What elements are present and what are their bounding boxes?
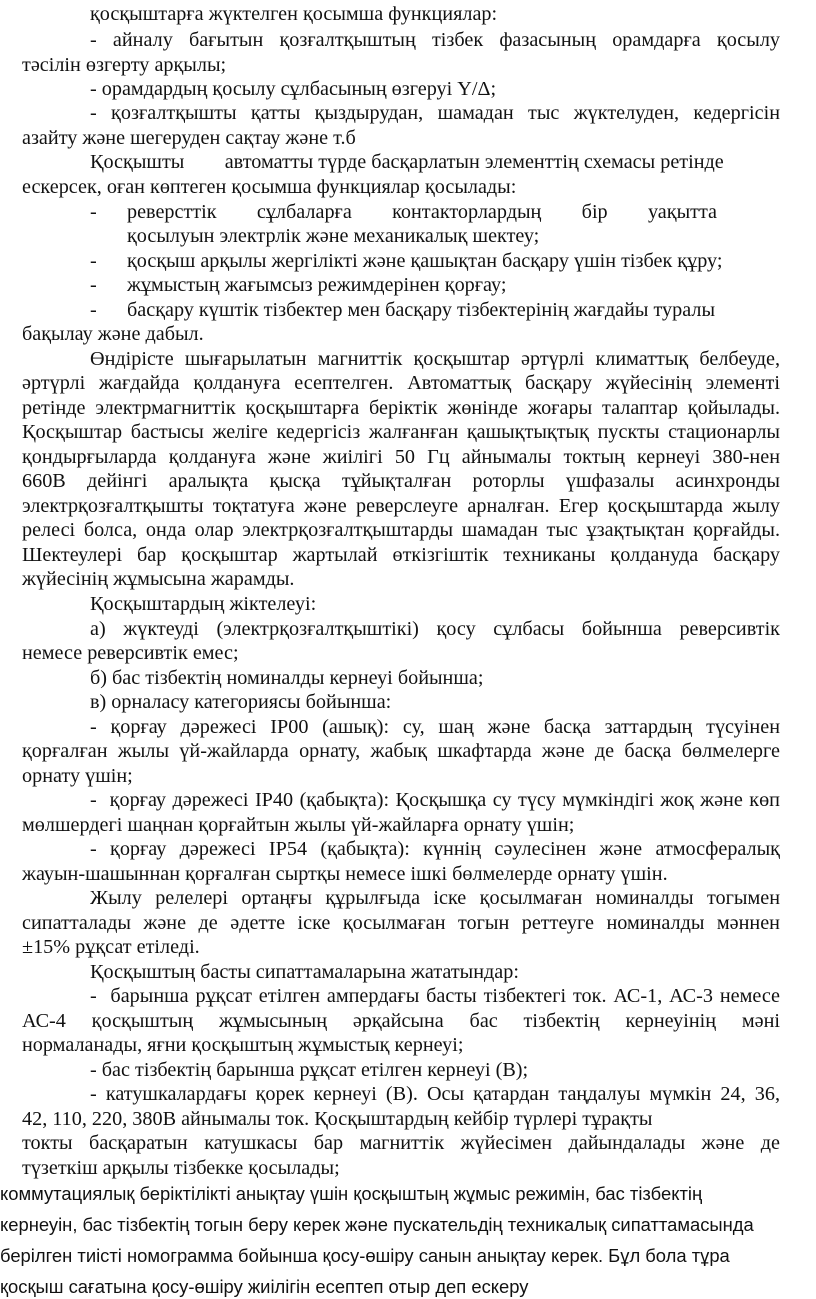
text-line: Жылу релелері ортаңғы құрылғыда іске қосылмаған номиналды тогымен: [90, 887, 780, 909]
bullet-dash: -: [90, 250, 97, 272]
bullet-text: қосқыш арқылы жергілікті және қашықтан басқару үшін тізбек құру;: [127, 250, 723, 272]
text-line: жауын-шашыннан қорғалған сыртқы немесе ішкі бөлмелерде орнату үшін.: [22, 863, 668, 885]
text-line: кернеуін, бас тізбектің тогын беру керек және пускательдің техникалық сипаттамасында: [0, 1214, 754, 1235]
text-line: - айналу бағытын қозғалтқыштың тізбек фазасының орамдарға қосылу: [90, 29, 780, 51]
text-line: 42, 110, 220, 380В айнымалы ток. Қосқыштардың кейбір түрлері тұрақты: [22, 1108, 653, 1130]
text-line: қосқыштарға жүктелген қосымша функциялар:: [90, 3, 498, 25]
text-line: Қосқыштардың жіктелеуі:: [90, 593, 317, 615]
text-line: ±15% рұқсат етіледі.: [22, 936, 200, 958]
text-line: әртүрлі жағдайда қолдануға есептелген. Автоматтық басқару жүйесінің элементі: [22, 372, 780, 394]
text-line: нормаланады, яғни қосқыштың жұмыстық кернеуі;: [22, 1034, 464, 1056]
text-line: токты басқаратын катушкасы бар магниттік жүйесімен дайындалады және де: [22, 1132, 780, 1154]
text-line: сипатталады және де әдетте іске қосылмаған тогын реттеуге номиналды мәннен: [22, 912, 780, 934]
text-line: қосқыш сағатына қосу-өшіру жиілігін есептеп отыр деп ескеру: [0, 1276, 529, 1297]
text-line: ескерсек, оған көптеген қосымша функциялар қосылады:: [22, 176, 517, 198]
bullet-dash: -: [90, 299, 97, 321]
text-line: орнату үшін;: [22, 765, 133, 787]
text-line: б) бас тізбектің номиналды кернеуі бойынша;: [90, 667, 484, 689]
text-line: релесі болса, онда олар электрқозғалтқыштарды шамадан тыс ұзақтықтан қорғайды.: [22, 519, 780, 541]
text-line: в) орналасу категориясы бойынша:: [90, 691, 392, 713]
text-line: жүйесінің жұмысына жарамды.: [22, 568, 295, 590]
text-line: берілген тиісті номограмма бойынша қосу-өшіру санын анықтау керек. Бұл бола тұра: [0, 1245, 730, 1266]
text-line: коммутациялық беріктілікті анықтау үшін қосқыштың жұмыс режимін, бас тізбектің: [0, 1183, 703, 1204]
text-line: - қорғау дәрежесі IP40 (қабықта): Қосқышқа су түсу мүмкіндігі жоқ және көп: [90, 789, 780, 811]
text-line: АС-4 қосқыштың жұмысының әрқайсына бас тізбектің кернеуінің мәні: [22, 1010, 780, 1032]
text-line: - орамдардың қосылу сұлбасының өзгеруі Y/Δ;: [90, 78, 497, 100]
bullet-text: жұмыстың жағымсыз режимдерінен қорғау;: [127, 274, 507, 296]
text-line: Өндірісте шығарылатын магниттік қосқыштар әртүрлі климаттық белбеуде,: [90, 348, 780, 370]
text-line: - қорғау дәрежесі IP00 (ашық): су, шаң және басқа заттардың түсуінен: [90, 716, 780, 738]
text-line: немесе реверсивтік емес;: [22, 642, 239, 664]
bullet-dash: -: [90, 201, 97, 223]
text-line: азайту және шегеруден сақтау және т.б: [22, 127, 356, 149]
bullet-text: басқару күштік тізбектер мен басқару тізбектерінің жағдайы туралы: [127, 299, 716, 321]
text-line: бақылау және дабыл.: [22, 323, 204, 345]
bullet-text: реверсттік сұлбаларға контакторлардың бір уақытта: [127, 201, 717, 223]
text-line: а) жүктеуді (электрқозғалтқыштікі) қосу сұлбасы бойынша реверсивтік: [90, 618, 780, 640]
text-line: мөлшердегі шаңнан қорғайтын жылы үй-жайларға орнату үшін;: [22, 814, 575, 836]
text-line: - қорғау дәрежесі IP54 (қабықта): күннің сәулесінен және атмосфералық: [90, 838, 780, 860]
text-line: - қозғалтқышты қатты қыздырудан, шамадан тыс жүктелуден, кедергісін: [90, 102, 780, 124]
text-line: - катушкалардағы қорек кернеуі (В). Осы қатардан таңдалуы мүмкін 24, 36,: [90, 1083, 780, 1105]
text-line: ретінде электрмагниттік қосқыштарға беріктік жөнінде жоғары талаптар қойылады.: [22, 397, 780, 419]
text-line: қорғалған жылы үй-жайларда орнату, жабық шкафтарда және де басқа бөлмелерге: [22, 740, 780, 762]
text-line: түзеткіш арқылы тізбекке қосылады;: [22, 1157, 340, 1179]
text-line: Қосқыштың басты сипаттамаларына жататындар:: [90, 961, 519, 983]
bullet-text: қосылуын электрлік және механикалық шектеу;: [127, 225, 540, 247]
text-line: тәсілін өзгерту арқылы;: [22, 54, 227, 76]
text-line: Қосқышты автоматты түрде басқарлатын элементтің схемасы ретінде: [90, 151, 724, 173]
text-line: - барынша рұқсат етілген ампердағы басты тізбектегі ток. АС-1, АС-3 немесе: [90, 985, 780, 1007]
text-line: Шектеулері бар қосқыштар жартылай өткізгіштік техниканы қолдануда басқару: [22, 544, 780, 566]
text-line: электрқозғалтқышты тоқтатуға және реверслеуге арналған. Егер қосқыштарда жылу: [22, 495, 780, 517]
text-line: Қосқыштар бастысы желіге кедергісіз жалғанған қашықтықтық пускты стационарлы: [22, 421, 780, 443]
bullet-dash: -: [90, 274, 97, 296]
text-line: - бас тізбектің барынша рұқсат етілген кернеуі (В);: [90, 1059, 529, 1081]
text-line: қондырғыларда қолдануға және жиілігі 50 Гц айнымалы токтың кернеуі 380-нен: [22, 446, 780, 468]
text-line: 660В дейінгі аралықта қысқа тұйықталған роторлы үшфазалы асинхронды: [22, 470, 780, 492]
